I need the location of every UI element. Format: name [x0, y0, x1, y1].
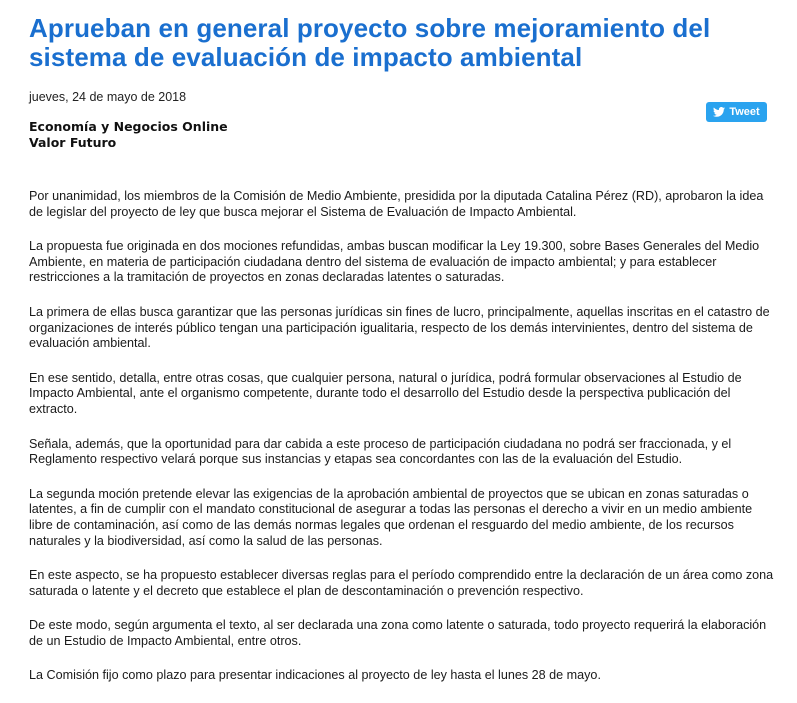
byline-section: Valor Futuro — [29, 135, 117, 150]
article-byline — [29, 119, 774, 151]
article-paragraph: La primera de ellas busca garantizar que las personas jurídicas sin fines de lucro, principalmente, aquellas inscritas en el catastro de organizaciones de interés público tengan una participación igualitaria, respecto de los demás intervinientes, dentro del sistema de evaluación ambiental. — [29, 304, 770, 351]
article-body — [29, 189, 774, 684]
article-paragraph: La propuesta fue originada en dos mociones refundidas, ambas buscan modificar la Ley 19.300, sobre Bases Generales del Medio Ambiente, en materia de participación ciudadana dentro del sistema de evaluación de impacto ambiental; y para establecer restricciones a la tramitación de proyectos en zonas declaradas latentes o saturadas. — [29, 239, 760, 285]
twitter-bird-icon — [713, 107, 725, 117]
article-date: jueves, 24 de mayo de 2018 — [29, 90, 187, 104]
article-paragraph: En este aspecto, se ha propuesto establecer diversas reglas para el período comprendido entre la declaración de un área como zona saturada o latente y el decreto que establece el plan de descontaminación o prevención respectivo. — [29, 568, 774, 598]
article-paragraph: Por unanimidad, los miembros de la Comisión de Medio Ambiente, presidida por la diputada Catalina Pérez (RD), aprobaron la idea de legislar del proyecto de ley que busca mejorar el Sistema de Evaluación de Impacto Ambiental. — [29, 189, 764, 219]
byline-source: Economía y Negocios Online — [29, 119, 228, 134]
article-paragraph: De este modo, según argumenta el texto, al ser declarada una zona como latente o saturada, todo proyecto requerirá la elaboración de un Estudio de Impacto Ambiental, entre otros. — [29, 618, 767, 648]
article-paragraph: En ese sentido, detalla, entre otras cosas, que cualquier persona, natural o jurídica, podrá formular observaciones al Estudio de Impacto Ambiental, ante el organismo competente, durante todo el desarrollo del Estudio desde la perspectiva publicación del extracto. — [29, 370, 742, 416]
article-title: Aprueban en general proyecto sobre mejoramiento del sistema de evaluación de impacto ambiental — [29, 13, 711, 72]
article-paragraph: Señala, además, que la oportunidad para dar cabida a este proceso de participación ciudadana no podrá ser fraccionada, y el Reglamento respectivo velará porque sus instancias y etapas sea concordantes con las de la evaluación del Estudio. — [29, 436, 732, 467]
tweet-label: Tweet — [729, 106, 760, 118]
article — [29, 0, 774, 703]
article-paragraph: La segunda moción pretende elevar las exigencias de la aprobación ambiental de proyectos que se ubican en zonas saturadas o latentes, a fin de cumplir con el mandato constitucional de asegurar a todas las personas el derecho a vivir en un medio ambiente libre de contaminación, así como de las demás normas legales que ordenan el resguardo del medio ambiente, de los recursos naturales y la biodiversidad, así como la salud de las personas. — [29, 486, 753, 548]
article-paragraph: La Comisión fijo como plazo para presentar indicaciones al proyecto de ley hasta el lunes 28 de mayo. — [29, 668, 601, 683]
tweet-button[interactable] — [706, 102, 767, 122]
